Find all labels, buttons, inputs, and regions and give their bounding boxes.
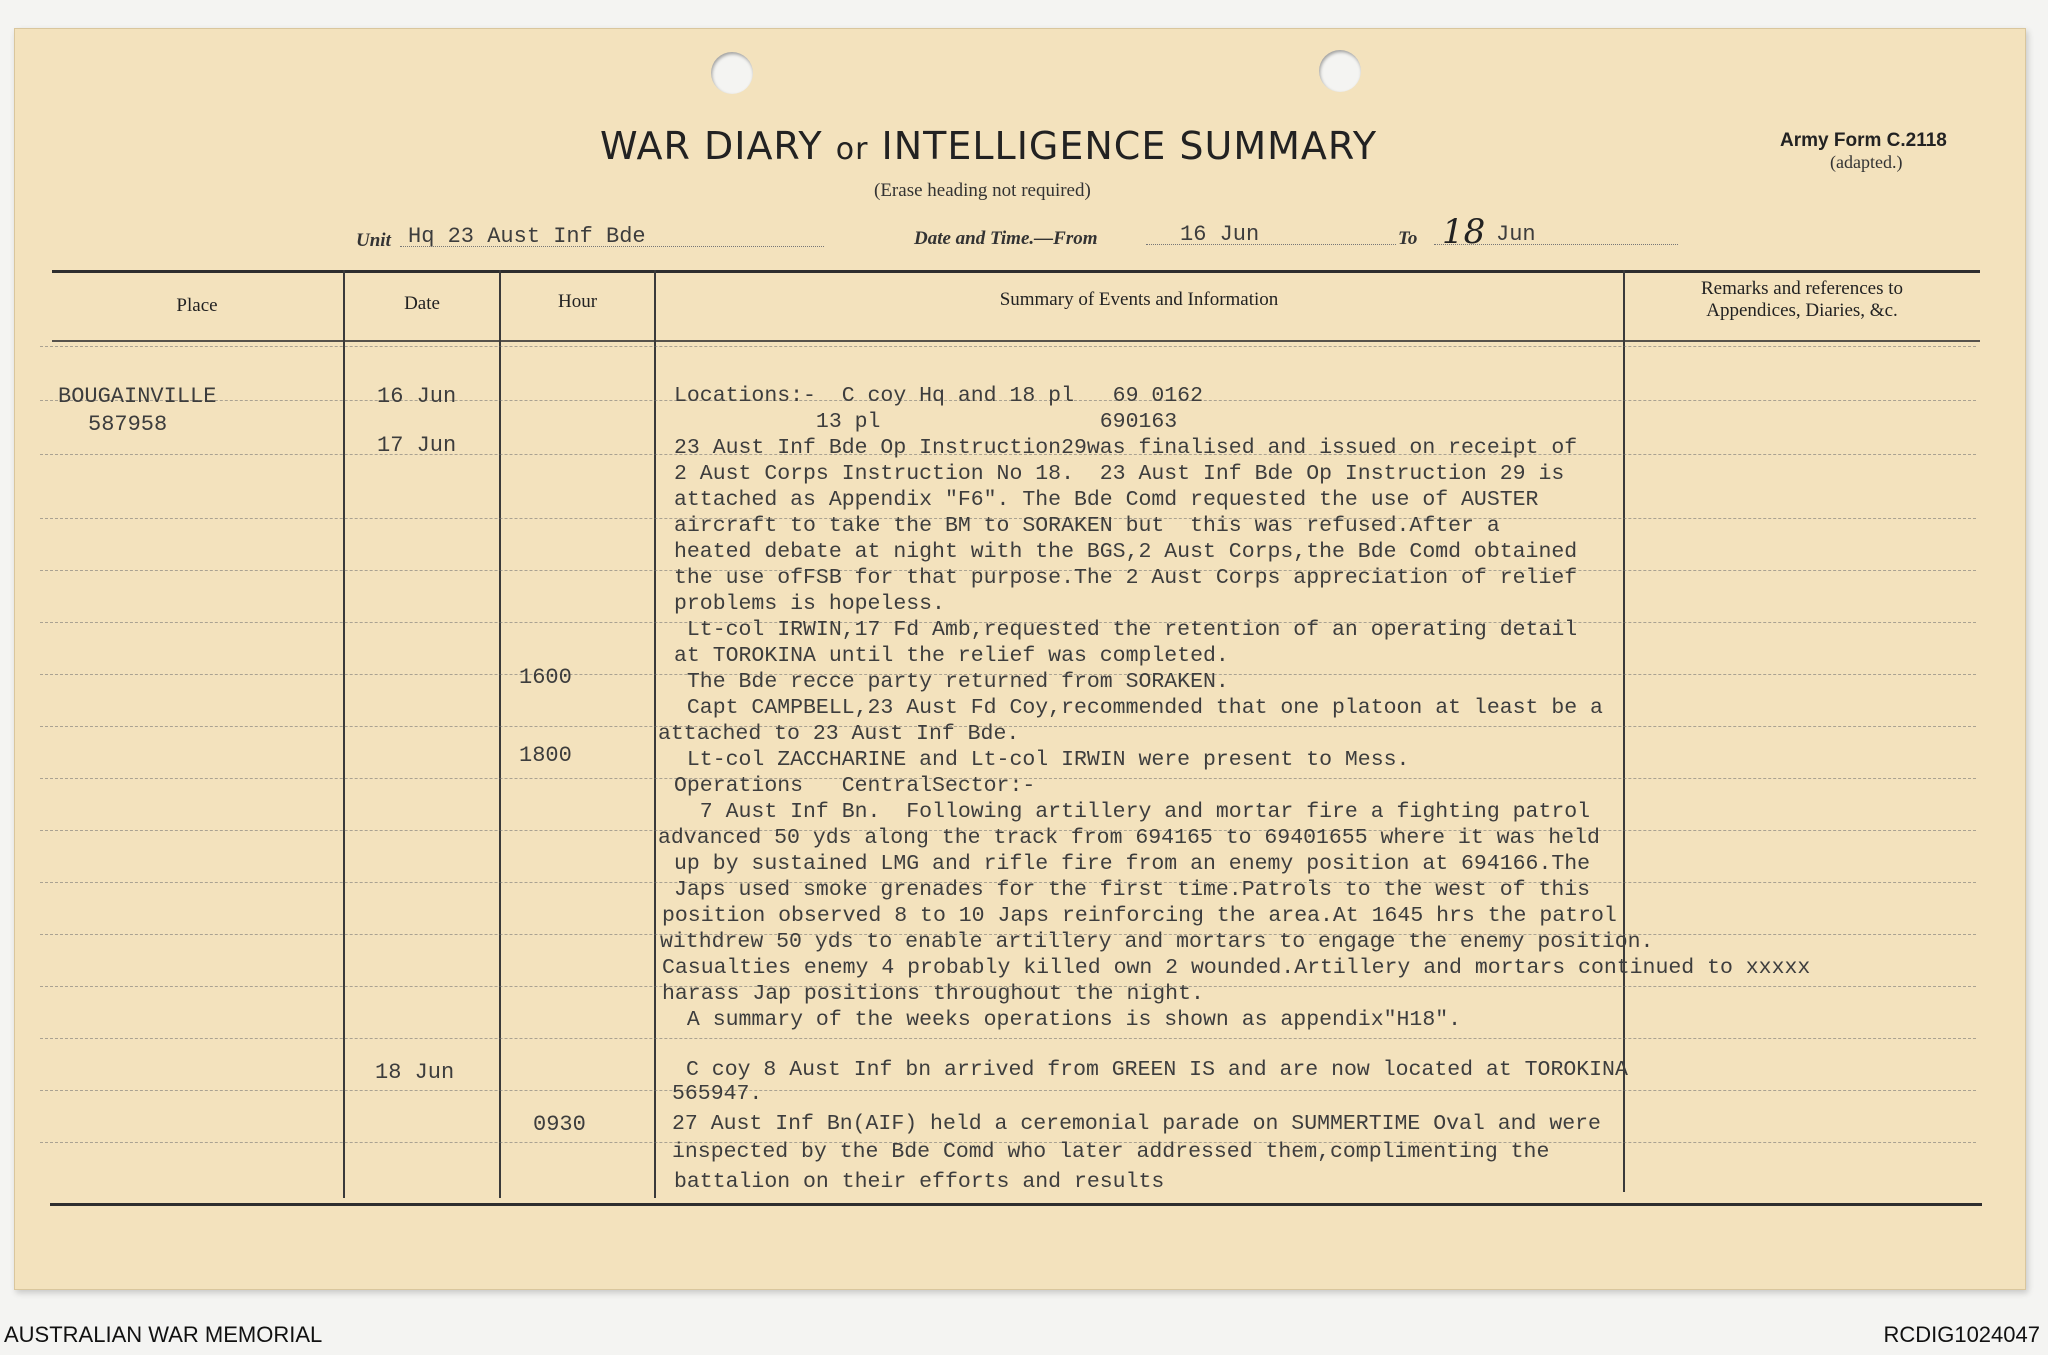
summary-line: Lt-col IRWIN,17 Fd Amb,requested the retention of an operating detail (674, 618, 1578, 642)
summary-line: harass Jap positions throughout the night. (662, 982, 1204, 1006)
unit-dotted-line (400, 246, 824, 247)
summary-line: withdrew 50 yds to enable artillery and mortars to engage the enemy position. (660, 930, 1654, 954)
summary-line: attached to 23 Aust Inf Bde. (658, 722, 1020, 746)
ruled-line (40, 1038, 1976, 1039)
date-16-jun: 16 Jun (377, 384, 457, 409)
summary-line: C coy 8 Aust Inf bn arrived from GREEN IS and are now located at TOROKINA (686, 1058, 1628, 1082)
form-title (600, 124, 1377, 168)
punch-hole-left (711, 52, 753, 94)
col-divider-summary (1623, 270, 1625, 1192)
army-form-adapted: (adapted.) (1830, 152, 1903, 172)
summary-line: heated debate at night with the BGS,2 Aust Corps,the Bde Comd obtained (674, 540, 1578, 564)
summary-line: A summary of the weeks operations is shown as appendix"H18". (674, 1008, 1462, 1032)
unit-value: Hq 23 Aust Inf Bde (408, 224, 646, 249)
archive-reference: RCDIG1024047 (1883, 1322, 2040, 1347)
summary-line: 2 Aust Corps Instruction No 18. 23 Aust Inf Bde Op Instruction 29 is (674, 462, 1565, 486)
summary-line: 565947. (672, 1082, 763, 1106)
title-tail: INTELLIGENCE SUMMARY (881, 124, 1378, 168)
summary-line: battalion on their efforts and results (674, 1170, 1165, 1194)
summary-line: 27 Aust Inf Bn(AIF) held a ceremonial parade on SUMMERTIME Oval and were (672, 1112, 1601, 1136)
summary-line: 23 Aust Inf Bde Op Instruction29was finalised and issued on receipt of (674, 436, 1578, 460)
from-dotted-line (1146, 244, 1396, 245)
form-subtitle: (Erase heading not required) (874, 180, 1091, 201)
summary-line: The Bde recce party returned from SORAKEN. (674, 670, 1229, 694)
ruled-line (40, 346, 1976, 347)
col-header-summary: Summary of Events and Information (999, 289, 1279, 310)
archive-credit: AUSTRALIAN WAR MEMORIAL (4, 1322, 323, 1347)
summary-line: up by sustained LMG and rifle fire from an enemy position at 694166.The (674, 852, 1591, 876)
col-divider-date (499, 270, 501, 1198)
unit-label: Unit (356, 230, 391, 251)
summary-line: at TOROKINA until the relief was completed. (674, 644, 1229, 668)
summary-line: Capt CAMPBELL,23 Aust Fd Coy,recommended that one platoon at least be a (674, 696, 1603, 720)
place-grid-ref: 587958 (88, 412, 168, 437)
date-18-jun: 18 Jun (375, 1060, 455, 1085)
summary-line: Locations:- C coy Hq and 18 pl 69 0162 (674, 384, 1203, 408)
col-header-place: Place (176, 295, 218, 316)
ruled-line (40, 1090, 1976, 1091)
summary-line: aircraft to take the BM to SORAKEN but this was refused.After a (674, 514, 1500, 538)
col-header-remarks-line2: Appendices, Diaries, &c. (1706, 300, 1898, 321)
table-bottom-rule (50, 1203, 1982, 1206)
summary-line: inspected by the Bde Comd who later addressed them,complimenting the (672, 1140, 1550, 1164)
title-or: or (835, 132, 869, 167)
summary-line: position observed 8 to 10 Japs reinforcing the area.At 1645 hrs the patrol (662, 904, 1617, 928)
to-dotted-line (1434, 244, 1678, 245)
summary-line: Lt-col ZACCHARINE and Lt-col IRWIN were present to Mess. (674, 748, 1410, 772)
hour-0930: 0930 (533, 1112, 586, 1137)
summary-line: advanced 50 yds along the track from 694165 to 69401655 where it was held (658, 826, 1600, 850)
table-header-rule (52, 340, 1980, 342)
col-divider-place (343, 270, 345, 1198)
summary-line: attached as Appendix "F6". The Bde Comd requested the use of AUSTER (674, 488, 1539, 512)
hour-1600: 1600 (519, 665, 572, 690)
summary-line: Casualties enemy 4 probably killed own 2 wounded.Artillery and mortars continued to xxxxx (662, 956, 1811, 980)
hour-1800: 1800 (519, 743, 572, 768)
to-label: To (1398, 228, 1418, 249)
to-month: Jun (1496, 222, 1536, 247)
summary-line: Japs used smoke grenades for the first time.Patrols to the west of this (674, 878, 1591, 902)
col-header-remarks-line1: Remarks and references to (1700, 278, 1904, 299)
col-header-date: Date (404, 293, 440, 314)
from-value: 16 Jun (1180, 222, 1260, 247)
summary-line: 13 pl 690163 (674, 410, 1178, 434)
summary-line: the use ofFSB for that purpose.The 2 Aust Corps appreciation of relief (674, 566, 1578, 590)
summary-line: 7 Aust Inf Bn. Following artillery and mortar fire a fighting patrol (674, 800, 1591, 824)
summary-line: problems is hopeless. (674, 592, 945, 616)
title-main: WAR DIARY (600, 124, 823, 168)
place-bougainville: BOUGAINVILLE (58, 384, 217, 409)
to-day-handwritten: 18 (1442, 212, 1486, 252)
summary-line: Operations CentralSector:- (674, 774, 1036, 798)
army-form-number: Army Form C.2118 (1780, 130, 1947, 151)
table-top-rule (52, 270, 1980, 273)
punch-hole-right (1319, 50, 1361, 92)
col-divider-hour (654, 270, 656, 1198)
datetime-label: Date and Time.—From (914, 228, 1098, 249)
date-17-jun: 17 Jun (377, 433, 457, 458)
col-header-hour: Hour (557, 291, 598, 312)
